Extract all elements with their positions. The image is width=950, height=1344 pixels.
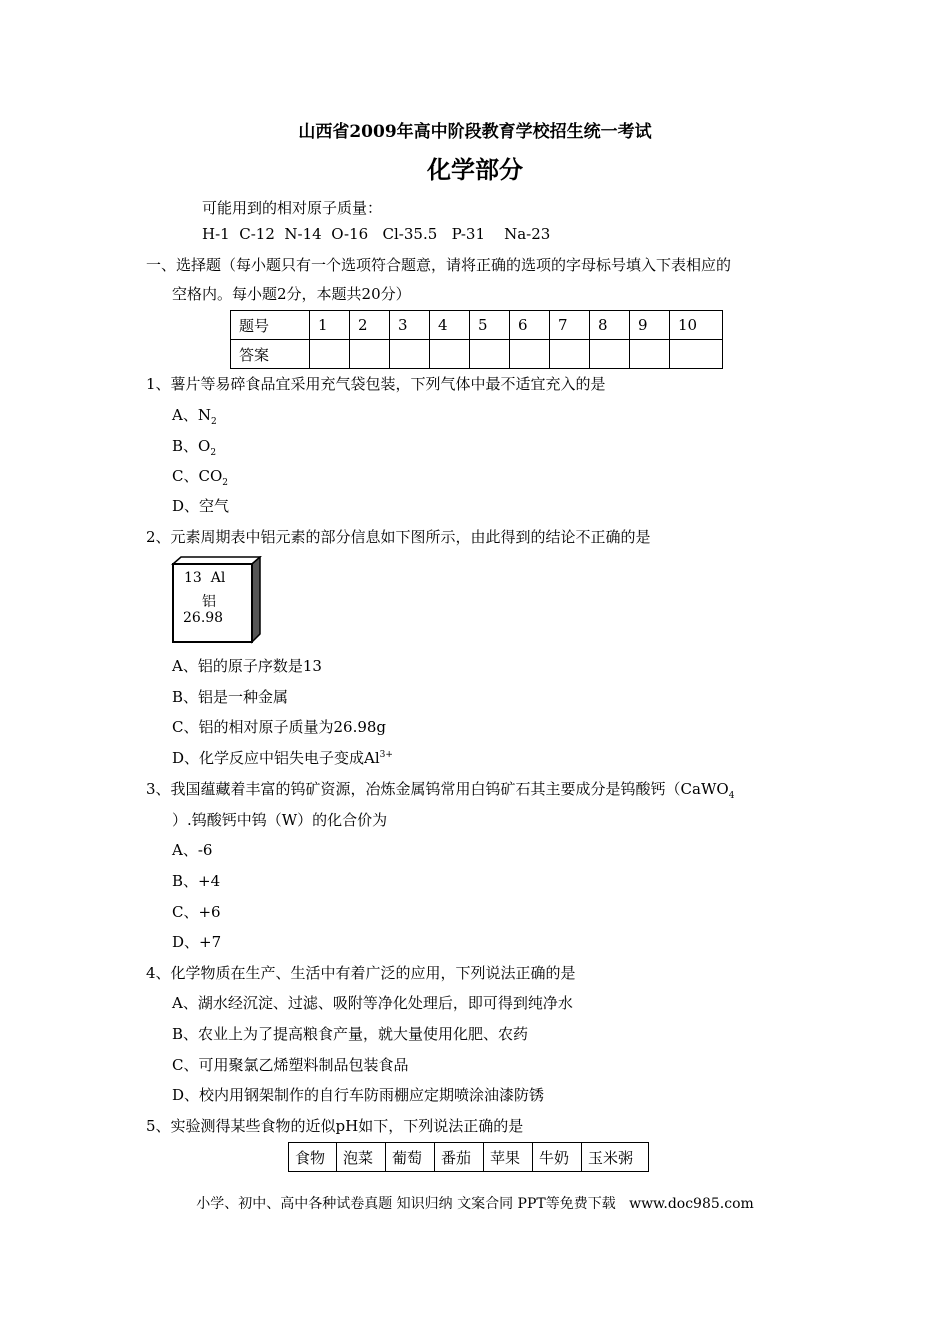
- exam-subtitle: 化学部分: [427, 156, 523, 184]
- option-text: A、N: [172, 406, 211, 424]
- table-cell: 玉米粥: [582, 1143, 649, 1172]
- section1-heading: 一、选择题（每小题只有一个选项符合题意，请将正确的选项的字母标号填入下表相应的: [146, 256, 732, 274]
- stem-text: 3、我国蕴藏着丰富的钨矿资源，冶炼金属钨常用白钨矿石其主要成分是钨酸钙（CaWO: [146, 780, 729, 798]
- q3-option-a: A、-6: [172, 841, 213, 859]
- superscript: 3+: [379, 750, 393, 760]
- answer-cell[interactable]: [550, 340, 590, 369]
- table-cell: 苹果: [484, 1143, 533, 1172]
- table-cell: 番茄: [435, 1143, 484, 1172]
- exam-title: 山西省2009年高中阶段教育学校招生统一考试: [298, 122, 652, 142]
- q2-stem: 2、元素周期表中铝元素的部分信息如下图所示，由此得到的结论不正确的是: [146, 528, 651, 546]
- element-number-symbol: 13 Al: [184, 570, 226, 586]
- table-cell: 2: [350, 311, 390, 340]
- table-row: [289, 1143, 649, 1172]
- q4-stem: 4、化学物质在生产、生活中有着广泛的应用，下列说法正确的是: [146, 964, 576, 982]
- q3-option-d: D、+7: [172, 933, 222, 951]
- element-mass: 26.98: [183, 610, 224, 626]
- table-cell: 1: [310, 311, 350, 340]
- answer-table: [230, 310, 723, 369]
- answer-cell[interactable]: [630, 340, 670, 369]
- table-cell: 9: [630, 311, 670, 340]
- page-footer: 小学、初中、高中各种试卷真题 知识归纳 文案合同 PPT等免费下载 www.doc985.com: [196, 1196, 754, 1212]
- table-cell: 3: [390, 311, 430, 340]
- q1-option-a: [172, 404, 217, 427]
- subscript: 2: [222, 478, 228, 488]
- q3-option-c: C、+6: [172, 903, 221, 921]
- q4-option-b: B、农业上为了提高粮食产量，就大量使用化肥、农药: [172, 1025, 529, 1043]
- option-text: D、化学反应中铝失电子变成Al: [172, 749, 380, 767]
- answer-cell[interactable]: [590, 340, 630, 369]
- q1-stem: 1、薯片等易碎食品宜采用充气袋包装，下列气体中最不适宜充入的是: [146, 375, 606, 393]
- ph-table: [288, 1142, 649, 1172]
- table-row: [231, 311, 723, 340]
- table-cell: 6: [510, 311, 550, 340]
- answer-cell[interactable]: [510, 340, 550, 369]
- q2-option-a: A、铝的原子序数是13: [172, 657, 322, 675]
- subscript: 4: [728, 791, 735, 801]
- box-side-face: [252, 557, 260, 642]
- q1-option-d: D、空气: [172, 497, 230, 515]
- q4-option-c: C、可用聚氯乙烯塑料制品包装食品: [172, 1056, 409, 1074]
- element-name: 铝: [202, 594, 216, 610]
- table-row: [231, 340, 723, 369]
- answer-cell[interactable]: [470, 340, 510, 369]
- table-cell: 答案: [231, 340, 310, 369]
- answer-cell[interactable]: [350, 340, 390, 369]
- table-cell: 牛奶: [533, 1143, 582, 1172]
- answer-cell[interactable]: [430, 340, 470, 369]
- answer-cell[interactable]: [310, 340, 350, 369]
- q2-option-b: B、铝是一种金属: [172, 688, 289, 706]
- table-cell: 7: [550, 311, 590, 340]
- option-text: B、O: [172, 437, 211, 455]
- box-top-face: [173, 557, 260, 564]
- q4-option-a: A、湖水经沉淀、过滤、吸附等净化处理后，即可得到纯净水: [172, 994, 573, 1012]
- subscript: 2: [210, 417, 217, 427]
- q3-stem: [146, 778, 734, 801]
- q3-stem-cont: ）.钨酸钙中钨（W）的化合价为: [172, 811, 388, 829]
- q4-option-d: D、校内用钢架制作的自行车防雨棚应定期喷涂油漆防锈: [172, 1086, 545, 1104]
- subscript: 2: [210, 448, 217, 458]
- table-cell: 4: [430, 311, 470, 340]
- table-cell: 题号: [231, 311, 310, 340]
- q2-option-d: [172, 747, 393, 768]
- table-cell: 10: [670, 311, 723, 340]
- table-cell: 葡萄: [386, 1143, 435, 1172]
- option-text: C、CO: [172, 467, 223, 485]
- q3-option-b: B、+4: [172, 872, 221, 890]
- section1-heading-cont: 空格内。每小题2分，本题共20分）: [172, 285, 411, 303]
- table-cell: 5: [470, 311, 510, 340]
- atomic-mass-values: H-1 C-12 N-14 O-16 Cl-35.5 P-31 Na-23: [202, 225, 551, 243]
- table-cell: 8: [590, 311, 630, 340]
- table-cell: 泡菜: [337, 1143, 386, 1172]
- answer-cell[interactable]: [670, 340, 723, 369]
- q1-option-c: [172, 465, 228, 488]
- atomic-mass-label: 可能用到的相对原子质量：: [202, 199, 383, 217]
- answer-cell[interactable]: [390, 340, 430, 369]
- q1-option-b: [172, 435, 216, 458]
- q2-option-c: C、铝的相对原子质量为26.98g: [172, 718, 387, 736]
- table-cell: 食物: [289, 1143, 337, 1172]
- q5-stem: 5、实验测得某些食物的近似pH如下，下列说法正确的是: [146, 1117, 524, 1135]
